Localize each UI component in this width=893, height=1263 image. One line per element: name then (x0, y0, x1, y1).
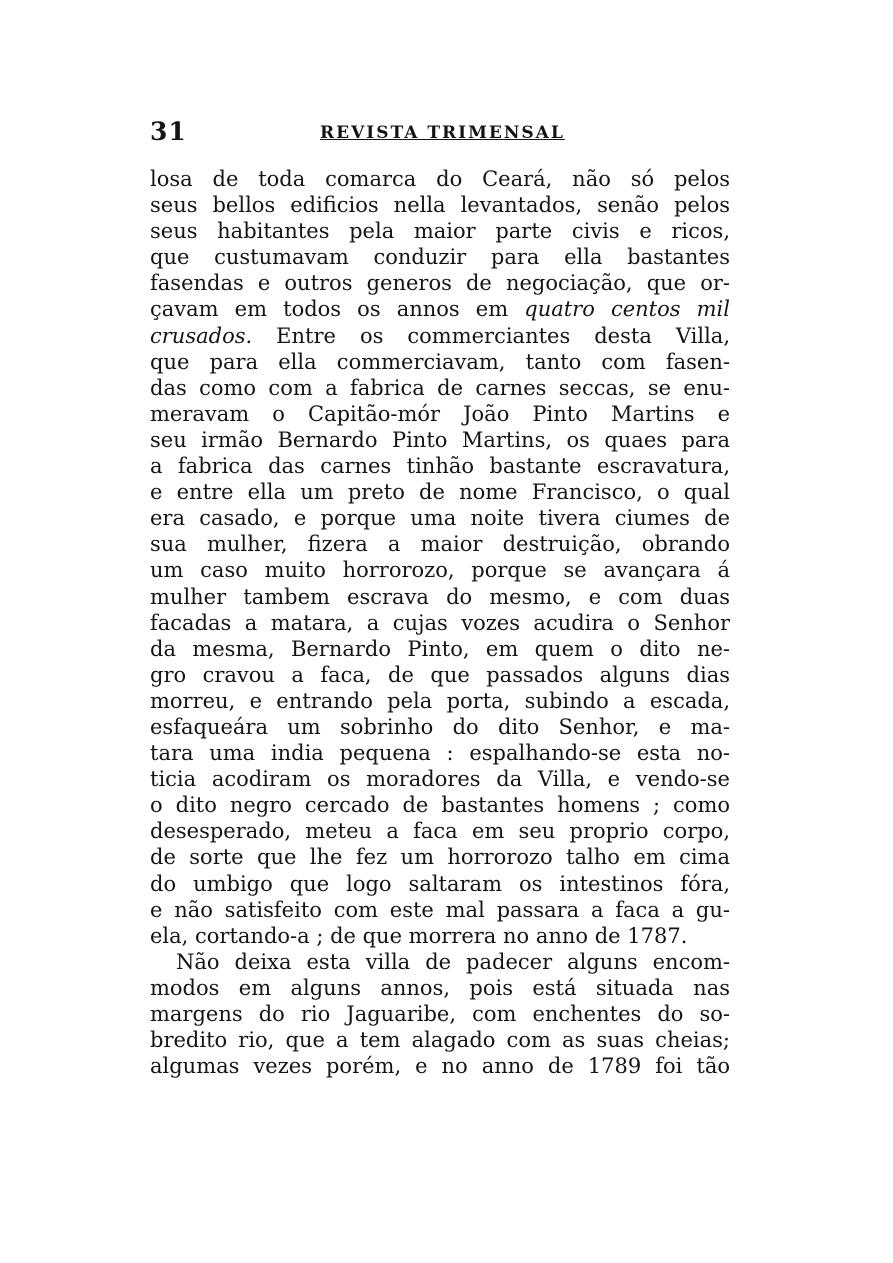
text-line (150, 636, 730, 662)
text-line (150, 505, 730, 531)
text-line (150, 296, 730, 322)
text-segment: seus bellos edificios nella levantados, senão pelos (150, 193, 730, 218)
running-title: REVISTA TRIMENSAL (320, 123, 565, 143)
text-line (150, 1001, 730, 1027)
text-line (150, 1053, 730, 1079)
text-segment: losa de toda comarca do Ceará, não só pelos (150, 167, 730, 191)
body-text (150, 166, 730, 1079)
text-segment: ela, cortando-a ; de que morrera no anno de 1787. (150, 923, 688, 948)
text-segment: Entre os commerciantes desta Villa, (252, 323, 730, 348)
text-line (150, 244, 730, 270)
text-segment: da mesma, Bernardo Pinto, em quem o dito ne- (150, 636, 730, 661)
italic-text: quatro centos mil (524, 297, 730, 322)
text-segment: ticia acodiram os moradores da Villa, e vendo-se (150, 767, 730, 792)
text-line (150, 923, 730, 949)
text-segment: bredito rio, que a tem alagado com as suas cheias; (150, 1028, 730, 1053)
text-segment: sua mulher, fizera a maior destruição, obrando (150, 532, 730, 557)
text-segment: que custumavam conduzir para ella bastantes (150, 245, 730, 270)
text-segment: gro cravou a faca, de que passados alguns dias (150, 662, 730, 687)
text-line (150, 166, 730, 192)
text-line (150, 270, 730, 296)
text-line (150, 453, 730, 479)
text-line (150, 349, 730, 375)
text-line (150, 714, 730, 740)
text-line (150, 375, 730, 401)
text-segment: seu irmão Bernardo Pinto Martins, os quaes para (150, 427, 730, 452)
italic-text: crusados. (150, 323, 253, 348)
text-segment: e entre ella um preto de nome Francisco, o qual (150, 480, 730, 505)
text-line (150, 792, 730, 818)
text-line (150, 1027, 730, 1053)
text-segment: morreu, e entrando pela porta, subindo a escada, (150, 688, 730, 713)
text-line (150, 531, 730, 557)
text-line (150, 584, 730, 610)
text-segment: desesperado, meteu a faca em seu proprio corpo, (150, 819, 730, 844)
text-line (150, 218, 730, 244)
text-segment: que para ella commerciavam, tanto com fasen- (150, 349, 730, 374)
text-line (150, 975, 730, 1001)
text-line (150, 662, 730, 688)
text-segment: do umbigo que logo saltaram os intestinos fóra, (150, 871, 730, 896)
text-segment: algumas vezes porém, e no anno de 1789 foi tão (150, 1054, 730, 1079)
text-line (150, 557, 730, 583)
text-segment: fasendas e outros generos de negociação, que or- (150, 271, 730, 296)
text-segment: seus habitantes pela maior parte civis e ricos, (150, 219, 730, 244)
text-line (150, 401, 730, 427)
text-line (150, 871, 730, 897)
text-line (150, 818, 730, 844)
text-segment: margens do rio Jaguaribe, com enchentes do so- (150, 1002, 730, 1026)
text-segment: çavam em todos os annos em (150, 297, 525, 322)
text-segment: esfaqueára um sobrinho do dito Senhor, e ma- (150, 714, 730, 739)
text-segment: de sorte que lhe fez um horrorozo talho em cima (150, 845, 730, 870)
text-segment: modos em alguns annos, pois está situada nas (150, 975, 730, 1000)
page-header (150, 117, 730, 147)
text-segment: Não deixa esta villa de padecer alguns encom- (176, 949, 730, 974)
text-line (150, 427, 730, 453)
text-segment: a fabrica das carnes tinhão bastante escravatura, (150, 454, 730, 479)
text-line (150, 610, 730, 636)
text-line (150, 479, 730, 505)
text-segment: mulher tambem escrava do mesmo, e com duas (150, 584, 730, 609)
text-segment: o dito negro cercado de bastantes homens ; como (150, 793, 730, 818)
page-number: 31 (150, 117, 187, 146)
text-line (150, 897, 730, 923)
text-line (150, 766, 730, 792)
text-segment: facadas a matara, a cujas vozes acudira o Senhor (150, 610, 730, 635)
text-segment: meravam o Capitão-mór João Pinto Martins e (150, 401, 730, 426)
text-line (150, 949, 730, 975)
text-line (150, 323, 730, 349)
text-segment: tara uma india pequena : espalhando-se esta no- (150, 741, 730, 766)
text-line (150, 688, 730, 714)
text-line (150, 844, 730, 870)
text-segment: e não satisfeito com este mal passara a faca a gu- (150, 897, 730, 922)
text-segment: era casado, e porque uma noite tivera ciumes de (150, 506, 730, 531)
text-line (150, 740, 730, 766)
text-segment: das como com a fabrica de carnes seccas, se enu- (150, 375, 730, 400)
text-segment: um caso muito horrorozo, porque se avançara á (150, 558, 730, 583)
text-line (150, 192, 730, 218)
